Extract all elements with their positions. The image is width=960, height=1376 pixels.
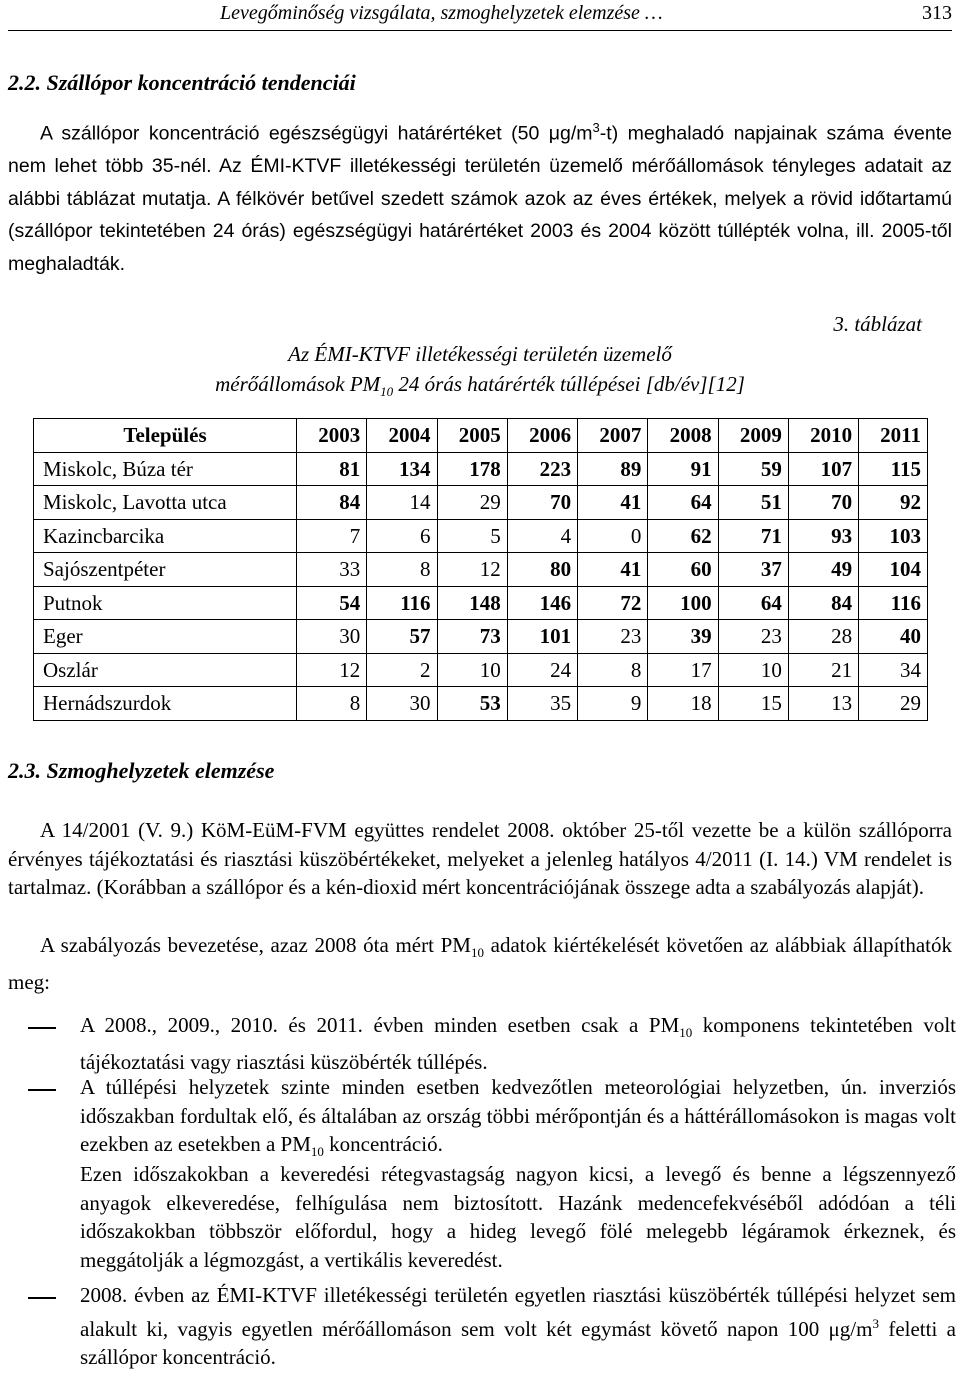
table-row — [34, 653, 928, 687]
value-cell: 8 — [367, 553, 437, 587]
table-row — [34, 687, 928, 721]
value-cell: 89 — [578, 452, 648, 486]
value-cell: 116 — [367, 586, 437, 620]
value-cell: 4 — [507, 519, 577, 553]
column-header-year: 2009 — [718, 419, 788, 453]
value-cell: 7 — [297, 519, 367, 553]
value-cell: 41 — [578, 553, 648, 587]
value-cell: 40 — [859, 620, 928, 654]
bullet-1-text-b: komponens tekintetében volt tájékoztatási vagy riasztási küszöbérték túllépés. — [80, 1013, 956, 1074]
value-cell: 223 — [507, 452, 577, 486]
value-cell: 59 — [718, 452, 788, 486]
table-title-text-b: 24 órás határérték túllépései [db/év][12] — [393, 372, 745, 396]
value-cell: 30 — [297, 620, 367, 654]
value-cell: 23 — [718, 620, 788, 654]
value-cell: 57 — [367, 620, 437, 654]
bullet-text-2-continuation: Ezen időszakokban a keveredési rétegvastagság nagyon kicsi, a levegő és benne a légszennyező anyagok elkeveredése, felhígulása nem biztosított. Hazánk medencefekvéséből adódóan a téli időszakokban többször előfordul, hogy a hideg levegő fölé melegebb légáramok érkeznek, és meggátolják a légmozgást, a vertikális keveredést. — [80, 1162, 956, 1272]
value-cell: 10 — [437, 653, 507, 687]
value-cell: 71 — [718, 519, 788, 553]
place-cell: Oszlár — [34, 653, 297, 687]
value-cell: 2 — [367, 653, 437, 687]
assessment-intro-paragraph — [8, 931, 952, 996]
bullet-text-1 — [80, 1011, 956, 1076]
table-row — [34, 586, 928, 620]
value-cell: 14 — [367, 486, 437, 520]
value-cell: 80 — [507, 553, 577, 587]
value-cell: 62 — [648, 519, 718, 553]
value-cell: 37 — [718, 553, 788, 587]
value-cell: 10 — [718, 653, 788, 687]
value-cell: 104 — [859, 553, 928, 587]
table-label: 3. táblázat — [833, 312, 922, 336]
table-title-line-2 — [100, 372, 860, 400]
value-cell: 24 — [507, 653, 577, 687]
table-body — [34, 452, 928, 720]
place-cell: Hernádszurdok — [34, 687, 297, 721]
bullet-1-subscript: 10 — [679, 1025, 693, 1041]
place-cell: Miskolc, Lavotta utca — [34, 486, 297, 520]
value-cell: 18 — [648, 687, 718, 721]
table-row — [34, 452, 928, 486]
value-cell: 116 — [859, 586, 928, 620]
value-cell: 23 — [578, 620, 648, 654]
value-cell: 34 — [859, 653, 928, 687]
value-cell: 107 — [788, 452, 858, 486]
table-title-text-a: mérőállomások PM — [215, 372, 381, 396]
value-cell: 51 — [718, 486, 788, 520]
value-cell: 60 — [648, 553, 718, 587]
value-cell: 54 — [297, 586, 367, 620]
table-title-subscript: 10 — [380, 384, 394, 400]
value-cell: 33 — [297, 553, 367, 587]
value-cell: 84 — [788, 586, 858, 620]
value-cell: 100 — [648, 586, 718, 620]
place-cell: Miskolc, Búza tér — [34, 452, 297, 486]
value-cell: 5 — [437, 519, 507, 553]
value-cell: 73 — [437, 620, 507, 654]
value-cell: 0 — [578, 519, 648, 553]
value-cell: 91 — [648, 452, 718, 486]
bullet-1-text-a: A 2008., 2009., 2010. és 2011. évben minden esetben csak a PM — [80, 1013, 680, 1037]
value-cell: 8 — [578, 653, 648, 687]
intro-paragraph — [8, 112, 952, 280]
column-header-year: 2010 — [788, 419, 858, 453]
value-cell: 64 — [718, 586, 788, 620]
regulation-paragraph: A 14/2001 (V. 9.) KöM-EüM-FVM együttes rendelet 2008. október 25-től vezette be a külön szállóporra érvényes tájékoztatási és riasztási küszöbértékeket, melyeket a jelenleg hatályos 4/2011 (I. 14.) VM rendelet is tartalmaz. (Korábban a szállópor és a kén-dioxid mért koncentrációjának összege adta a szabályozás alapját). — [8, 818, 952, 900]
dash-marker — [28, 1027, 56, 1029]
place-cell: Putnok — [34, 586, 297, 620]
column-header-year: 2004 — [367, 419, 437, 453]
assessment-subscript: 10 — [470, 945, 484, 961]
value-cell: 15 — [718, 687, 788, 721]
intro-text-2: -t) meghaladó napjainak száma évente nem lehet több 35-nél. Az ÉMI-KTVF illetékességi területén üzemelő mérőállomások tényleges adatait az alábbi táblázat mutatja. A félkövér betűvel szedett számok azok az éves értékek, melyek a rövid időtartamú (szállópor tekintetében 24 órás) egészségügyi határértéket 2003 és 2004 között túllépték volna, ill. 2005-től meghaladták. — [8, 122, 952, 275]
place-cell: Kazincbarcika — [34, 519, 297, 553]
bullet-3-text-b: feletti a szállópor koncentráció. — [80, 1316, 956, 1370]
value-cell: 28 — [788, 620, 858, 654]
value-cell: 41 — [578, 486, 648, 520]
column-header-year: 2008 — [648, 419, 718, 453]
value-cell: 8 — [297, 687, 367, 721]
value-cell: 30 — [367, 687, 437, 721]
intro-text-1: A szállópor koncentráció egészségügyi határértéket (50 μg/m — [40, 122, 593, 145]
assessment-text-1: A szabályozás bevezetése, azaz 2008 óta mért PM — [40, 933, 471, 957]
table-row — [34, 519, 928, 553]
value-cell: 49 — [788, 553, 858, 587]
value-cell: 134 — [367, 452, 437, 486]
value-cell: 115 — [859, 452, 928, 486]
table-title-line-1: Az ÉMI-KTVF illetékességi területén üzemelő — [288, 342, 672, 366]
value-cell: 70 — [788, 486, 858, 520]
value-cell: 17 — [648, 653, 718, 687]
value-cell: 21 — [788, 653, 858, 687]
value-cell: 12 — [437, 553, 507, 587]
value-cell: 13 — [788, 687, 858, 721]
table-header-row — [34, 419, 928, 453]
table-row — [34, 486, 928, 520]
value-cell: 70 — [507, 486, 577, 520]
place-cell: Eger — [34, 620, 297, 654]
value-cell: 35 — [507, 687, 577, 721]
column-header-year: 2011 — [859, 419, 928, 453]
value-cell: 148 — [437, 586, 507, 620]
page-number: 313 — [922, 2, 952, 24]
column-header-year: 2005 — [437, 419, 507, 453]
column-header-year: 2007 — [578, 419, 648, 453]
section-heading-2-2: 2.2. Szállópor koncentráció tendenciái — [8, 70, 356, 95]
table-row — [34, 553, 928, 587]
value-cell: 103 — [859, 519, 928, 553]
value-cell: 12 — [297, 653, 367, 687]
table-row — [34, 620, 928, 654]
pm10-exceedance-table — [33, 418, 928, 721]
value-cell: 9 — [578, 687, 648, 721]
value-cell: 81 — [297, 452, 367, 486]
bullet-2-subscript: 10 — [310, 1144, 324, 1160]
section-heading-2-3: 2.3. Szmoghelyzetek elemzése — [8, 758, 275, 783]
value-cell: 178 — [437, 452, 507, 486]
place-cell: Sajószentpéter — [34, 553, 297, 587]
column-header-year: 2003 — [297, 419, 367, 453]
bullet-3-text-a: 2008. évben az ÉMI-KTVF illetékességi területén egyetlen riasztási küszöbérték túllépési helyzet sem alakult ki, vagyis egyetlen mérőállomáson sem volt két egymást követő napon 100 μg/m — [80, 1283, 956, 1341]
value-cell: 93 — [788, 519, 858, 553]
column-header-year: 2006 — [507, 419, 577, 453]
column-header-place: Település — [34, 419, 297, 453]
value-cell: 101 — [507, 620, 577, 654]
value-cell: 84 — [297, 486, 367, 520]
dash-marker — [28, 1297, 56, 1299]
value-cell: 29 — [437, 486, 507, 520]
bullet-text-2 — [80, 1073, 956, 1167]
intro-superscript: 3 — [592, 120, 600, 135]
header-divider — [8, 30, 952, 31]
value-cell: 39 — [648, 620, 718, 654]
value-cell: 64 — [648, 486, 718, 520]
value-cell: 92 — [859, 486, 928, 520]
value-cell: 146 — [507, 586, 577, 620]
bullet-2-text-b: koncentráció. — [323, 1132, 443, 1157]
assessment-text-2: adatok kiértékelését követően az alábbiak állapíthatók meg: — [8, 933, 953, 994]
dash-marker — [28, 1089, 56, 1091]
value-cell: 6 — [367, 519, 437, 553]
bullet-3-superscript: 3 — [872, 1315, 879, 1331]
bullet-text-3 — [80, 1281, 956, 1372]
running-header-title: Levegőminőség vizsgálata, szmoghelyzetek elemzése … — [220, 2, 663, 24]
bullet-2-text-a: A túllépési helyzetek szinte minden esetben kedvezőtlen meteorológiai helyzetben, ún. inverziós időszakban fordultak elő, és általában az ország többi mérőpontján és a háttérállomásokon is magas volt ezekben az esetekben a PM — [80, 1075, 956, 1157]
value-cell: 53 — [437, 687, 507, 721]
value-cell: 29 — [859, 687, 928, 721]
value-cell: 72 — [578, 586, 648, 620]
